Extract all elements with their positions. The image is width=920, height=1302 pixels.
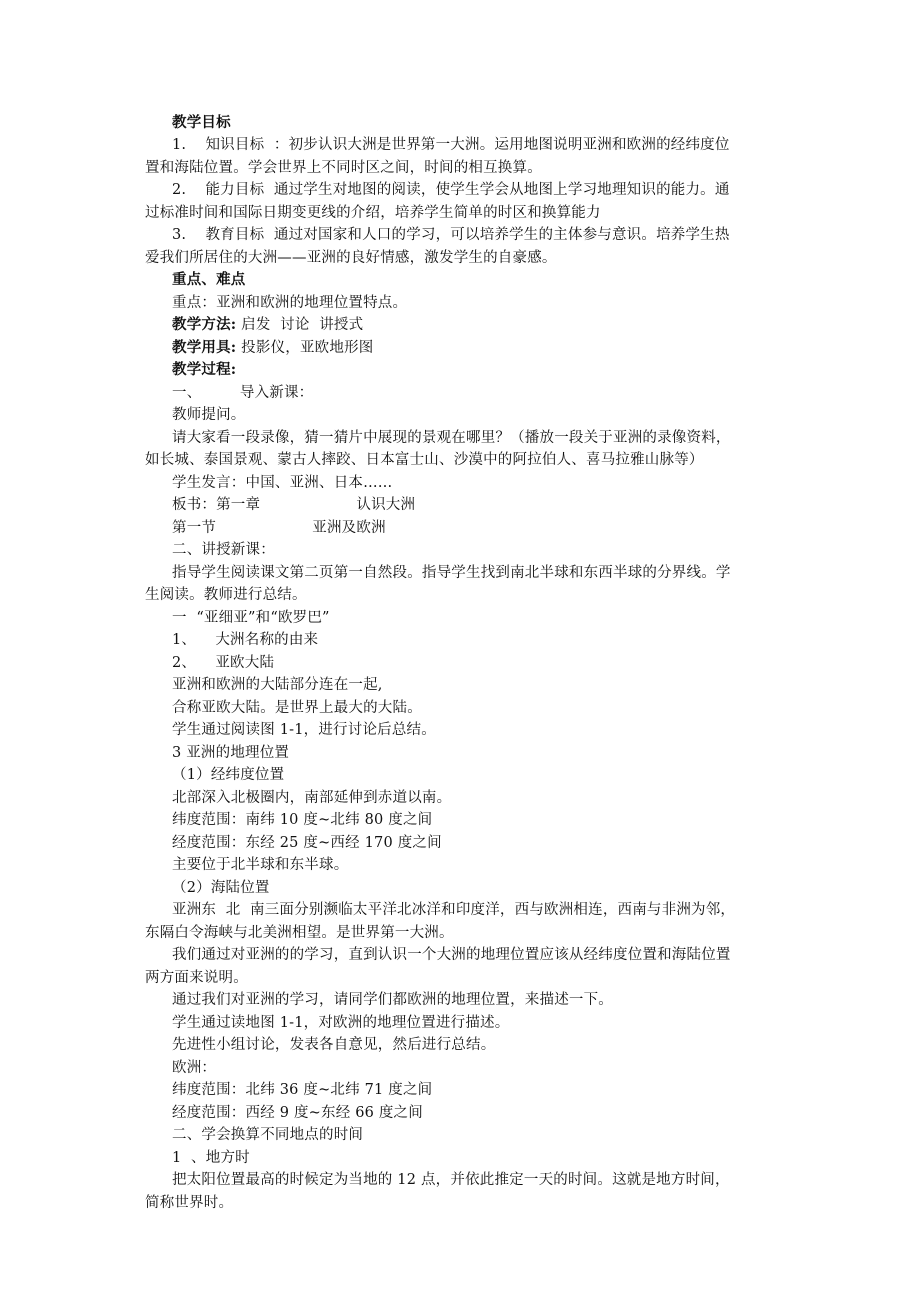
teaching-method-label: 教学方法: [172,316,237,333]
paragraph: （2）海陆位置 [172,880,270,896]
paragraph: 主要位于北半球和东半球。 [172,857,349,873]
paragraph: 亚洲东 北 南三面分别濒临太平洋北冰洋和印度洋，西与欧洲相连，西南与非洲为邻， [172,902,736,918]
paragraph: 指导学生阅读课文第二页第一自然段。指导学生找到南北半球和东西半球的分界线。学 [172,565,731,581]
teaching-tools [172,337,373,359]
key-point: 重点：亚洲和欧洲的地理位置特点。 [172,295,408,311]
paragraph: 生阅读。教师进行总结。 [145,587,307,603]
paragraph: 我们通过对亚洲的的学习，直到认识一个大洲的地理位置应该从经纬度位置和海陆位置 [172,947,731,963]
goal-2-line-1: 2. 能力目标 通过学生对地图的阅读，使学生学会从地图上学习地理知识的能力。通 [172,182,730,198]
paragraph: 先进性小组讨论，发表各自意见，然后进行总结。 [172,1037,496,1053]
paragraph: 经度范围：东经 25 度~西经 170 度之间 [172,835,442,851]
paragraph: 欧洲： [172,1060,217,1076]
paragraph: 3 亚洲的地理位置 [172,745,290,761]
paragraph: 学生发言：中国、亚洲、日本…… [172,475,393,491]
paragraph: 第一节 亚洲及欧洲 [172,520,386,536]
teaching-tools-value: 投影仪，亚欧地形图 [236,340,374,356]
goal-1-line-1: 1. 知识目标 ：初步认识大洲是世界第一大洲。运用地图说明亚洲和欧洲的经纬度位 [172,137,730,153]
paragraph: 请大家看一段录像，猜一猜片中展现的景观在哪里？（播放一段关于亚洲的录像资料， [172,430,731,446]
goal-2-line-2: 过标准时间和国际日期变更线的介绍，培养学生简单的时区和换算能力 [145,205,601,221]
paragraph: 二、讲授新课： [172,542,275,558]
teaching-method [172,314,363,336]
heading-teaching-process: 教学过程: [172,361,237,378]
process-intro: 一、 导入新课： [172,385,314,401]
paragraph: 简称世界时。 [145,1195,234,1211]
paragraph: 学生通过读地图 1-1，对欧洲的地理位置进行描述。 [172,1015,510,1031]
teaching-tools-label: 教学用具: [172,339,237,356]
paragraph: （1）经纬度位置 [172,767,285,783]
teaching-method-value: 启发 讨论 讲授式 [236,317,364,333]
paragraph: 北部深入北极圈内，南部延伸到赤道以南。 [172,790,452,806]
paragraph: 1、 大洲名称的由来 [172,632,319,648]
paragraph: 东隔白令海峡与北美洲相望。是世界第一大洲。 [145,925,454,941]
heading-key-points: 重点、难点 [172,271,246,288]
paragraph: 2、 亚欧大陆 [172,655,275,671]
paragraph: 经度范围：西经 9 度~东经 66 度之间 [172,1105,423,1121]
paragraph: 亚洲和欧洲的大陆部分连在一起, [172,677,383,693]
goal-3-line-1: 3. 教育目标 通过对国家和人口的学习，可以培养学生的主体参与意识。培养学生热 [172,227,730,243]
paragraph: 把太阳位置最高的时候定为当地的 12 点，并依此推定一天的时间。这就是地方时间， [172,1172,730,1188]
paragraph: 板书：第一章 认识大洲 [172,497,416,513]
paragraph: 如长城、泰国景观、蒙古人摔跤、日本富士山、沙漠中的阿拉伯人、喜马拉雅山脉等） [145,452,704,468]
paragraph: 一 “亚细亚”和“欧罗巴” [172,610,330,626]
paragraph: 教师提问。 [172,407,246,423]
paragraph: 合称亚欧大陆。是世界上最大的大陆。 [172,700,422,716]
paragraph: 纬度范围：北纬 36 度~北纬 71 度之间 [172,1082,433,1098]
heading-teaching-goals: 教学目标 [172,114,231,131]
goal-3-line-2: 爱我们所居住的大洲——亚洲的良好情感，激发学生的自豪感。 [145,250,557,266]
paragraph: 通过我们对亚洲的学习，请同学们都欧洲的地理位置，来描述一下。 [172,992,613,1008]
paragraph: 1 、地方时 [172,1150,250,1166]
paragraph: 学生通过阅读图 1-1，进行讨论后总结。 [172,722,436,738]
paragraph: 两方面来说明。 [145,970,248,986]
paragraph: 纬度范围：南纬 10 度~北纬 80 度之间 [172,812,433,828]
goal-1-line-2: 置和海陆位置。学会世界上不同时区之间，时间的相互换算。 [145,160,542,176]
paragraph: 二、学会换算不同地点的时间 [172,1127,364,1143]
